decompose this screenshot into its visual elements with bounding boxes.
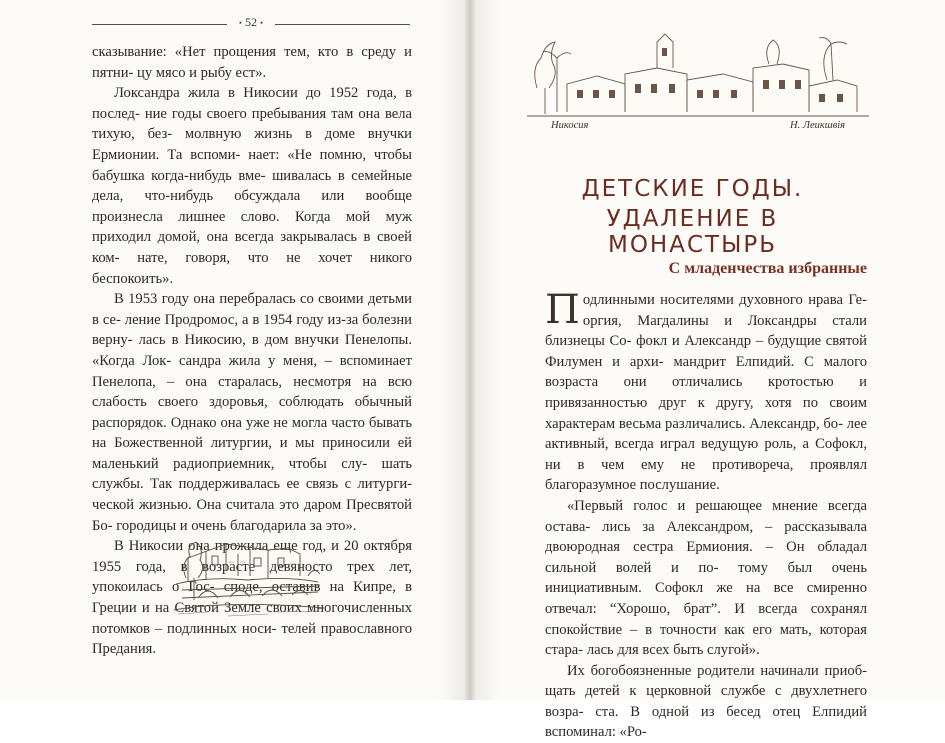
paragraph (92, 289, 412, 536)
text-line: сказывание: «Нет прощения тем, кто в среду и пятни- (92, 44, 412, 81)
village-bridge-illustration (168, 520, 330, 620)
text-line: шивалась в семейные дела, что-нибудь обсуждала или (92, 167, 412, 205)
text-line: одлинными носителями духовного нрава Ге- (582, 292, 867, 308)
text-line: ние годы своего пребывания там она вела тихую, без- (92, 105, 412, 143)
text-line: оргия, Магдалины и Локсандры стали близнецы Со- (545, 312, 867, 350)
text-line: сандра жила у меня, – вспоминает Пенелопа, – она (92, 352, 412, 390)
page-number: • 52 • (227, 15, 275, 30)
paragraph (545, 287, 867, 496)
text-line: лась в Никосию, в дом внучки Пенелопы. «Когда Лок- (92, 332, 412, 369)
text-line: сестра Ермиония. – Он обладал сильной волей и по- (545, 539, 867, 576)
text-line: нает: «Не помню, чтобы бабушка когда-нибудь вме- (92, 146, 412, 184)
text-line: спокойствие – в точности как его мать, которая стара- (545, 621, 867, 659)
text-line: нате, говоря, что не хочет никого беспокоить». (92, 249, 412, 287)
text-line: «Первый голос и решающее мнение всегда остава- (545, 497, 867, 535)
nicosia-town-illustration (527, 28, 869, 120)
text-line: приходил домой, она всегда закрывалась в своей ком- (92, 229, 412, 266)
text-line: лась для всех быть слугой». (586, 642, 760, 659)
drop-cap: П (545, 287, 580, 333)
text-line: года, в возрасте девяносто трех лет, упокоилась о Гос- (92, 558, 412, 596)
chapter-title-line-2: УДАЛЕНИЕ В МОНАСТЫРЬ (606, 206, 779, 258)
text-line: лее активный, всегда играл ведущую роль, а Софокл, (545, 415, 867, 453)
text-line: смиренно отвечал: “Хорошо, брат”. И всегда сохранял (545, 580, 867, 617)
paragraph (92, 83, 412, 289)
text-line: послушание. (639, 477, 720, 494)
text-line: В 1953 году она перебралась со своими детьми в се- (92, 291, 412, 328)
book-gutter (440, 0, 500, 700)
illustration-caption-place: Никосия (551, 120, 589, 131)
text-line: Локсандра жила в Никосии до 1952 года, в послед- (92, 85, 412, 122)
text-line: ни в чем ему не противореча, проявлял благоразумное (545, 456, 867, 494)
text-line: тому был очень инициативным. Софокл же на все (545, 559, 868, 597)
text-line: Их богобоязненные родители начинали приоб- (567, 662, 867, 679)
text-line: вообще произнесла лишнее слово. Когда мой муж (92, 188, 412, 225)
text-line: В Никосии она прожила еще год, и 20 октября 1955 (92, 538, 412, 575)
text-line: шать службы. Так поддерживалась ее связь с литурги- (92, 455, 412, 493)
text-line: фокл и Александр – будущие святой Филумен и архи- (545, 333, 867, 370)
paragraph (545, 496, 867, 661)
page-header (92, 14, 410, 34)
text-line: городицы и очень благодарила за это». (116, 517, 357, 534)
text-line: приносили ей маленький радиоприемник, чтобы слу- (92, 435, 412, 472)
text-line: ческой жизнью. Она считала это даром Пресвятой Бо- (92, 497, 412, 534)
text-line: цу мясо и рыбу ест». (137, 64, 267, 81)
right-page-text (545, 287, 868, 743)
text-line: кротостью и привязанностью друг к другу, хотя по (545, 374, 867, 411)
text-line: молвную жизнь в доме внучки Ермионии. Та вспоми- (92, 126, 412, 163)
section-title: С младенчества избранные (668, 260, 867, 277)
text-line: споде, оставив на Кипре, в Греции и на Святой Земле (92, 579, 413, 617)
text-line: ление Продромос, а в 1954 году из-за болезни верну- (92, 311, 412, 349)
text-line: лись за Александром, – рассказывала двоюродная (545, 518, 867, 556)
text-line: ста. В одной из бесед отец Елпидий вспоминал: «Ро- (545, 703, 867, 741)
text-line: щать детей к церковной службе с двухлетнего возра- (545, 683, 867, 720)
paragraph (92, 42, 412, 83)
header-rule-left (92, 24, 227, 25)
text-line: мандрит Елпидий. С малого возраста они отличались (545, 353, 867, 391)
text-line: своим характерам весьма различались. Александр, бо- (545, 394, 867, 432)
header-rule-right (275, 24, 410, 25)
illustration-caption-signature: Н. Леикшвія (790, 120, 846, 131)
chapter-title-line-1: ДЕТСКИЕ ГОДЫ. (581, 176, 804, 202)
text-line: своих многочисленных потомков – подлинных носи- (92, 600, 413, 637)
paragraph (545, 661, 867, 743)
text-line: старалась, несмотря на всю слабость своего здоровья, (92, 373, 412, 411)
text-line: телей православного Предания. (92, 620, 412, 658)
text-line: могла часто бывать на Божественной литургии, и мы (92, 414, 412, 452)
text-line: соблюдать обычный распорядок. Однако она уже не (92, 394, 412, 431)
